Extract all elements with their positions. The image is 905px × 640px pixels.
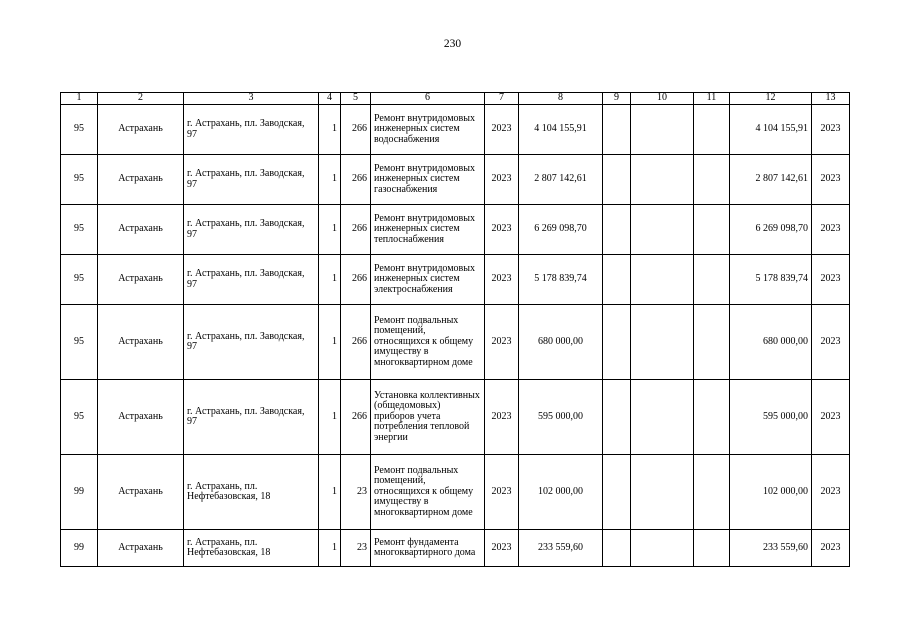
table-row (61, 530, 850, 567)
cell-cost: 2 807 142,61 (519, 155, 603, 205)
cell-col11 (694, 155, 730, 205)
column-number: 9 (603, 93, 631, 105)
cell-year-end: 2023 (812, 305, 850, 380)
cell-address: г. Астрахань, пл. Заводская, 97 (184, 305, 319, 380)
cell-col10 (631, 105, 694, 155)
cell-col5: 266 (341, 205, 371, 255)
cell-year: 2023 (485, 205, 519, 255)
cell-cost: 680 000,00 (519, 305, 603, 380)
cell-year-end: 2023 (812, 455, 850, 530)
cell-col4: 1 (319, 530, 341, 567)
cell-year: 2023 (485, 255, 519, 305)
column-number: 6 (371, 93, 485, 105)
cell-number: 95 (61, 105, 98, 155)
cell-col10 (631, 155, 694, 205)
cell-work-type: Ремонт внутридомовых инженерных систем электроснабжения (371, 255, 485, 305)
cell-number: 95 (61, 205, 98, 255)
cell-col9 (603, 105, 631, 155)
cell-number: 95 (61, 305, 98, 380)
cell-total: 2 807 142,61 (730, 155, 812, 205)
cell-col9 (603, 155, 631, 205)
cell-address: г. Астрахань, пл. Заводская, 97 (184, 255, 319, 305)
cell-col9 (603, 455, 631, 530)
cell-work-type: Ремонт внутридомовых инженерных систем газоснабжения (371, 155, 485, 205)
cell-municipality: Астрахань (98, 305, 184, 380)
cell-col4: 1 (319, 205, 341, 255)
column-number: 11 (694, 93, 730, 105)
cell-col5: 266 (341, 305, 371, 380)
cell-total: 4 104 155,91 (730, 105, 812, 155)
cell-cost: 233 559,60 (519, 530, 603, 567)
cell-col9 (603, 255, 631, 305)
cell-col10 (631, 380, 694, 455)
cell-address: г. Астрахань, пл. Заводская, 97 (184, 105, 319, 155)
cell-total: 233 559,60 (730, 530, 812, 567)
cell-col9 (603, 305, 631, 380)
cell-col4: 1 (319, 255, 341, 305)
cell-col5: 266 (341, 380, 371, 455)
cell-col4: 1 (319, 105, 341, 155)
cell-col10 (631, 455, 694, 530)
cell-municipality: Астрахань (98, 155, 184, 205)
cell-total: 5 178 839,74 (730, 255, 812, 305)
works-table (60, 92, 850, 567)
cell-col10 (631, 205, 694, 255)
column-number: 7 (485, 93, 519, 105)
cell-cost: 595 000,00 (519, 380, 603, 455)
cell-col5: 23 (341, 455, 371, 530)
page-number: 230 (443, 38, 462, 50)
column-number: 3 (184, 93, 319, 105)
cell-col4: 1 (319, 380, 341, 455)
cell-cost: 4 104 155,91 (519, 105, 603, 155)
cell-address: г. Астрахань, пл. Нефтебазовская, 18 (184, 455, 319, 530)
cell-year-end: 2023 (812, 205, 850, 255)
cell-col4: 1 (319, 155, 341, 205)
cell-number: 95 (61, 255, 98, 305)
cell-address: г. Астрахань, пл. Заводская, 97 (184, 155, 319, 205)
cell-col11 (694, 105, 730, 155)
cell-col9 (603, 380, 631, 455)
cell-col10 (631, 530, 694, 567)
cell-number: 99 (61, 530, 98, 567)
cell-col11 (694, 380, 730, 455)
cell-municipality: Астрахань (98, 105, 184, 155)
cell-col9 (603, 530, 631, 567)
cell-municipality: Астрахань (98, 205, 184, 255)
table-row (61, 155, 850, 205)
cell-year-end: 2023 (812, 105, 850, 155)
cell-work-type: Ремонт фундамента многоквартирного дома (371, 530, 485, 567)
column-number: 4 (319, 93, 341, 105)
cell-col11 (694, 305, 730, 380)
cell-total: 102 000,00 (730, 455, 812, 530)
table-row (61, 255, 850, 305)
cell-municipality: Астрахань (98, 255, 184, 305)
cell-col5: 23 (341, 530, 371, 567)
table-row (61, 380, 850, 455)
cell-year: 2023 (485, 530, 519, 567)
cell-col4: 1 (319, 305, 341, 380)
cell-work-type: Ремонт подвальных помещений, относящихся к общему имуществу в многоквартирном доме (371, 305, 485, 380)
column-number: 1 (61, 93, 98, 105)
column-number: 13 (812, 93, 850, 105)
cell-col10 (631, 305, 694, 380)
cell-year-end: 2023 (812, 530, 850, 567)
cell-col11 (694, 455, 730, 530)
cell-address: г. Астрахань, пл. Заводская, 97 (184, 380, 319, 455)
cell-address: г. Астрахань, пл. Нефтебазовская, 18 (184, 530, 319, 567)
cell-col5: 266 (341, 105, 371, 155)
cell-year: 2023 (485, 380, 519, 455)
cell-municipality: Астрахань (98, 530, 184, 567)
cell-col9 (603, 205, 631, 255)
cell-work-type: Установка коллективных (общедомовых) приборов учета потребления тепловой энергии (371, 380, 485, 455)
cell-cost: 5 178 839,74 (519, 255, 603, 305)
cell-year: 2023 (485, 305, 519, 380)
cell-cost: 6 269 098,70 (519, 205, 603, 255)
column-number: 10 (631, 93, 694, 105)
cell-col10 (631, 255, 694, 305)
cell-total: 595 000,00 (730, 380, 812, 455)
cell-municipality: Астрахань (98, 455, 184, 530)
cell-year: 2023 (485, 455, 519, 530)
cell-year: 2023 (485, 155, 519, 205)
cell-number: 95 (61, 380, 98, 455)
table-row (61, 105, 850, 155)
header-row (61, 93, 850, 105)
cell-municipality: Астрахань (98, 380, 184, 455)
cell-col5: 266 (341, 155, 371, 205)
column-number: 8 (519, 93, 603, 105)
column-number: 5 (341, 93, 371, 105)
cell-year-end: 2023 (812, 255, 850, 305)
cell-work-type: Ремонт подвальных помещений, относящихся к общему имуществу в многоквартирном доме (371, 455, 485, 530)
cell-address: г. Астрахань, пл. Заводская, 97 (184, 205, 319, 255)
column-number: 12 (730, 93, 812, 105)
cell-col11 (694, 530, 730, 567)
column-number: 2 (98, 93, 184, 105)
cell-col5: 266 (341, 255, 371, 305)
table-row (61, 205, 850, 255)
cell-year-end: 2023 (812, 155, 850, 205)
cell-col11 (694, 205, 730, 255)
table-row (61, 305, 850, 380)
cell-total: 680 000,00 (730, 305, 812, 380)
cell-col11 (694, 255, 730, 305)
cell-col4: 1 (319, 455, 341, 530)
cell-year: 2023 (485, 105, 519, 155)
table-row (61, 455, 850, 530)
cell-number: 99 (61, 455, 98, 530)
cell-work-type: Ремонт внутридомовых инженерных систем теплоснабжения (371, 205, 485, 255)
cell-cost: 102 000,00 (519, 455, 603, 530)
cell-number: 95 (61, 155, 98, 205)
cell-total: 6 269 098,70 (730, 205, 812, 255)
cell-work-type: Ремонт внутридомовых инженерных систем водоснабжения (371, 105, 485, 155)
cell-year-end: 2023 (812, 380, 850, 455)
